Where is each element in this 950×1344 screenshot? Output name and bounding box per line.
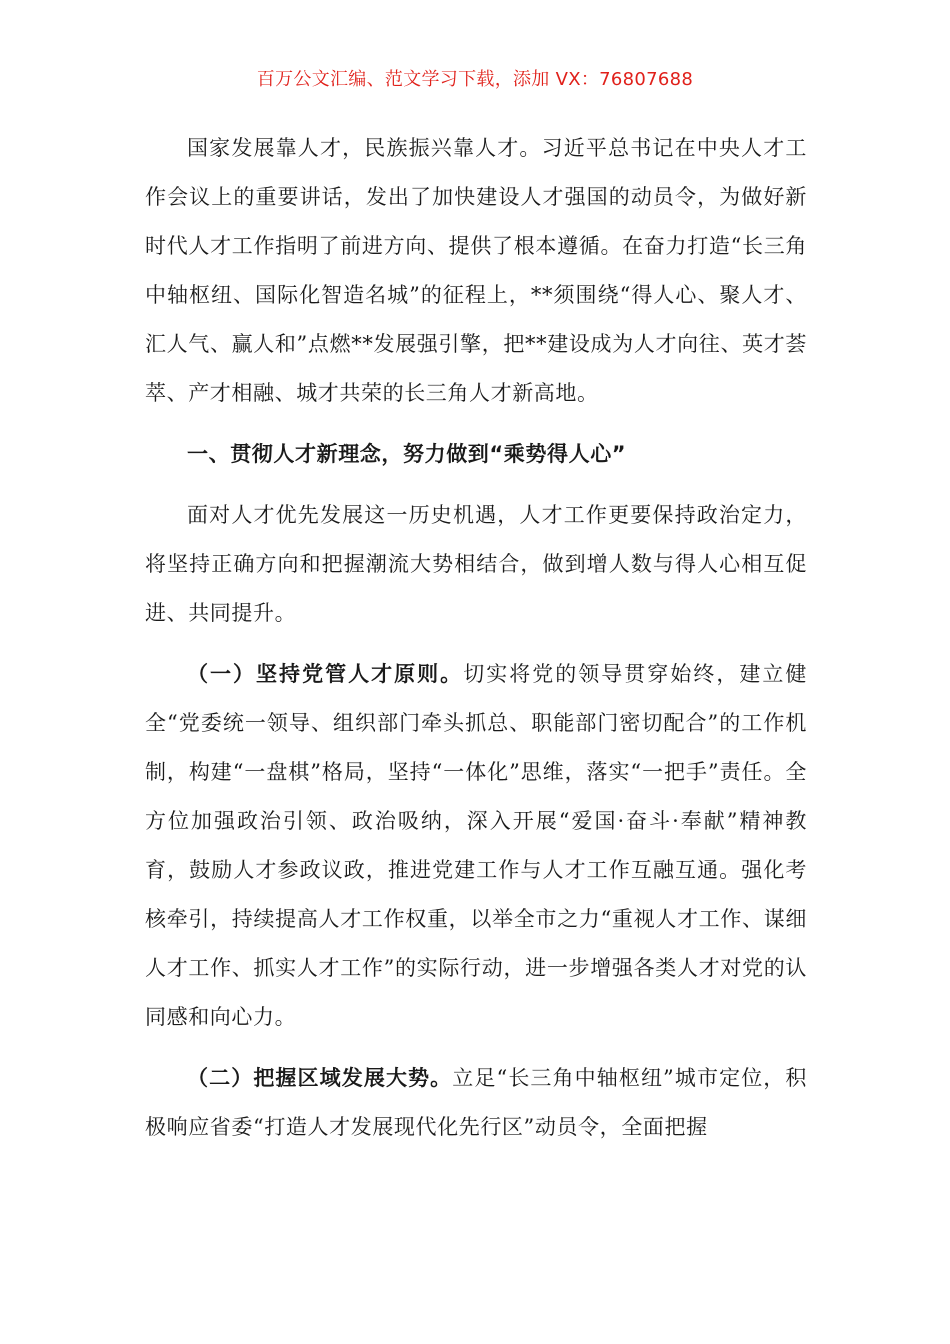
item-1-text: 切实将党的领导贯穿始终，建立健全“党委统一领导、组织部门牵头抓总、职能部门密切配合”的工作机制，构建“一盘棋”格局，坚持“一体化”思维，落实“一把手”责任。全方位加强政治引领、政治吸纳，深入开展“爱国·奋斗·奉献”精神教育，鼓励人才参政议政，推进党建工作与人才工作互融互通。强化考核牵引，持续提高人才工作权重，以举全市之力“重视人才工作、谋细人才工作、抓实人才工作”的实际行动，进一步增强各类人才对党的认同感和向心力。 [145,662,807,1029]
item-2-lead: （二）把握区域发展大势。 [187,1066,453,1090]
item-1-paragraph [145,650,807,1042]
item-1-lead: （一）坚持党管人才原则。 [187,662,464,686]
document-body [145,124,807,1164]
section-1-paragraph: 面对人才优先发展这一历史机遇，人才工作更要保持政治定力，将坚持正确方向和把握潮流大势相结合，做到增人数与得人心相互促进、共同提升。 [145,503,807,625]
watermark-header: 百万公文汇编、范文学习下载，添加 VX：76807688 [256,69,694,90]
section-heading-1: 一、贯彻人才新理念，努力做到“乘势得人心” [187,442,627,466]
item-2-text: 立足“长三角中轴枢纽”城市定位，积极响应省委“打造人才发展现代化先行区”动员令，全面把握 [145,1066,808,1139]
intro-paragraph: 国家发展靠人才，民族振兴靠人才。习近平总书记在中央人才工作会议上的重要讲话，发出了加快建设人才强国的动员令，为做好新时代人才工作指明了前进方向、提供了根本遵循。在奋力打造“长三角中轴枢纽、国际化智造名城”的征程上，**须围绕“得人心、聚人才、汇人气、赢人和”点燃**发展强引擎，把**建设成为人才向往、英才荟萃、产才相融、城才共荣的长三角人才新高地。 [145,136,807,405]
item-2-paragraph [145,1054,807,1152]
